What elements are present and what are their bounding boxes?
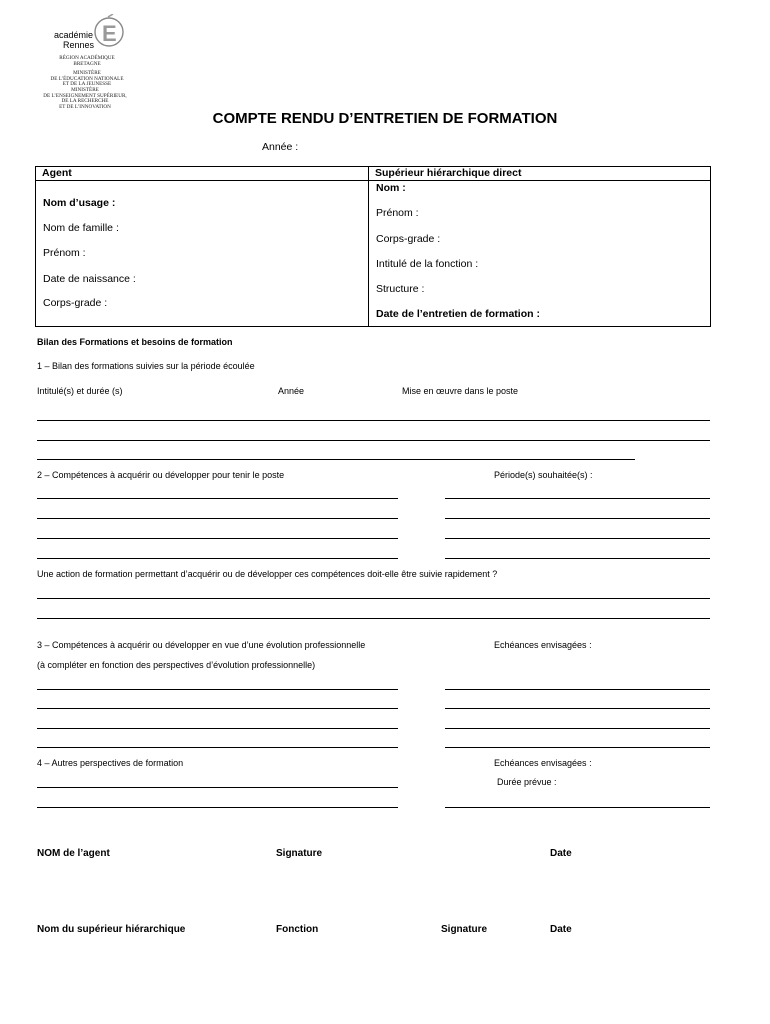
section-3-line[interactable]: [37, 728, 398, 729]
document-title: COMPTE RENDU D’ENTRETIEN DE FORMATION: [212, 110, 558, 127]
identity-table: [35, 166, 711, 327]
action-answer-line[interactable]: [37, 598, 710, 599]
section-2-periode-line[interactable]: [445, 518, 710, 519]
section-2-line[interactable]: [37, 538, 398, 539]
col-intitule: Intitulé(s) et durée (s): [37, 386, 123, 396]
date-superieur-label: Date: [550, 924, 572, 935]
superior-nom: Nom :: [376, 182, 406, 194]
section-1-title: 1 – Bilan des formations suivies sur la période écoulée: [37, 361, 255, 371]
logo-line-rennes: Rennes: [63, 40, 95, 50]
section-3-title: 3 – Compétences à acquérir ou développer en vue d’une évolution professionnelle: [37, 640, 366, 650]
agent-prenom: Prénom :: [43, 247, 86, 259]
agent-nom-usage: Nom d’usage :: [43, 197, 116, 209]
col-mise-en-oeuvre: Mise en œuvre dans le poste: [402, 386, 519, 396]
section-4-line[interactable]: [37, 807, 398, 808]
agent-corps-grade: Corps-grade :: [43, 297, 108, 309]
signature-superieur-label: Signature: [441, 924, 488, 935]
section-2-line[interactable]: [37, 518, 398, 519]
agent-header: Agent: [36, 167, 369, 181]
section-2-title: 2 – Compétences à acquérir ou développer pour tenir le poste: [37, 470, 285, 480]
agent-nom-famille: Nom de famille :: [43, 222, 119, 234]
section-2-periode-line[interactable]: [445, 558, 710, 559]
section-3-line[interactable]: [37, 689, 398, 690]
date-entretien: Date de l’entretien de formation :: [376, 308, 540, 320]
bilan-title: Bilan des Formations et besoins de formation: [37, 337, 233, 347]
section-4-title: 4 – Autres perspectives de formation: [37, 758, 184, 768]
section-1-line[interactable]: [37, 420, 710, 421]
section-2-line[interactable]: [37, 498, 398, 499]
fonction-label: Fonction: [276, 924, 319, 935]
agent-cell: [36, 181, 369, 327]
section-3-echeances: Echéances envisagées :: [494, 640, 592, 650]
nom-superieur-label: Nom du supérieur hiérarchique: [37, 924, 186, 935]
superior-corps-grade: Corps-grade :: [376, 233, 441, 245]
ministry-education-label: MINISTÈRE DE L’ÉDUCATION NATIONALE ET DE LA JEUNESSE: [50, 70, 124, 88]
section-3-note: (à compléter en fonction des perspectives d’évolution professionnelle): [37, 660, 316, 670]
section-3-echeance-line[interactable]: [445, 728, 710, 729]
section-3-echeance-line[interactable]: [445, 747, 710, 748]
section-3-line[interactable]: [37, 747, 398, 748]
section-3-echeance-line[interactable]: [445, 689, 710, 690]
section-1-line[interactable]: [37, 459, 635, 460]
superior-cell: [369, 181, 711, 327]
section-2-periode: Période(s) souhaitée(s) :: [494, 470, 593, 480]
action-answer-line[interactable]: [37, 618, 710, 619]
signature-agent-label: Signature: [276, 848, 323, 859]
section-3-line[interactable]: [37, 708, 398, 709]
section-2-periode-line[interactable]: [445, 538, 710, 539]
annee-field: Année :: [262, 141, 299, 153]
date-agent-label: Date: [550, 848, 572, 859]
section-3-echeance-line[interactable]: [445, 708, 710, 709]
col-annee: Année: [278, 386, 305, 396]
section-4-echeances: Echéances envisagées :: [494, 758, 592, 768]
superior-fonction: Intitulé de la fonction :: [376, 258, 479, 270]
ministry-research-label: MINISTÈRE DE L’ENSEIGNEMENT SUPÉRIEUR, DE LA RECHERCHE ET DE L’INNOVATION: [43, 87, 127, 110]
section-2-line[interactable]: [37, 558, 398, 559]
svg-text:E: E: [102, 21, 117, 46]
section-4-duree-line[interactable]: [445, 807, 710, 808]
region-label: RÉGION ACADÉMIQUE BRETAGNE: [59, 55, 115, 67]
section-4-duree: Durée prévue :: [497, 777, 557, 787]
nom-agent-label: NOM de l’agent: [37, 848, 110, 859]
superior-header: Supérieur hiérarchique direct: [369, 167, 711, 181]
section-2-periode-line[interactable]: [445, 498, 710, 499]
section-1-line[interactable]: [37, 440, 710, 441]
superior-prenom: Prénom :: [376, 207, 419, 219]
logo-line-academie: académie: [54, 30, 94, 40]
superior-structure: Structure :: [376, 283, 425, 295]
section-4-line[interactable]: [37, 787, 398, 788]
marianne-e-logo-icon: [92, 14, 126, 48]
action-question: Une action de formation permettant d’acquérir ou de développer ces compétences doit-elle être suivie rapidement ?: [37, 569, 498, 579]
agent-date-naissance: Date de naissance :: [43, 273, 136, 285]
